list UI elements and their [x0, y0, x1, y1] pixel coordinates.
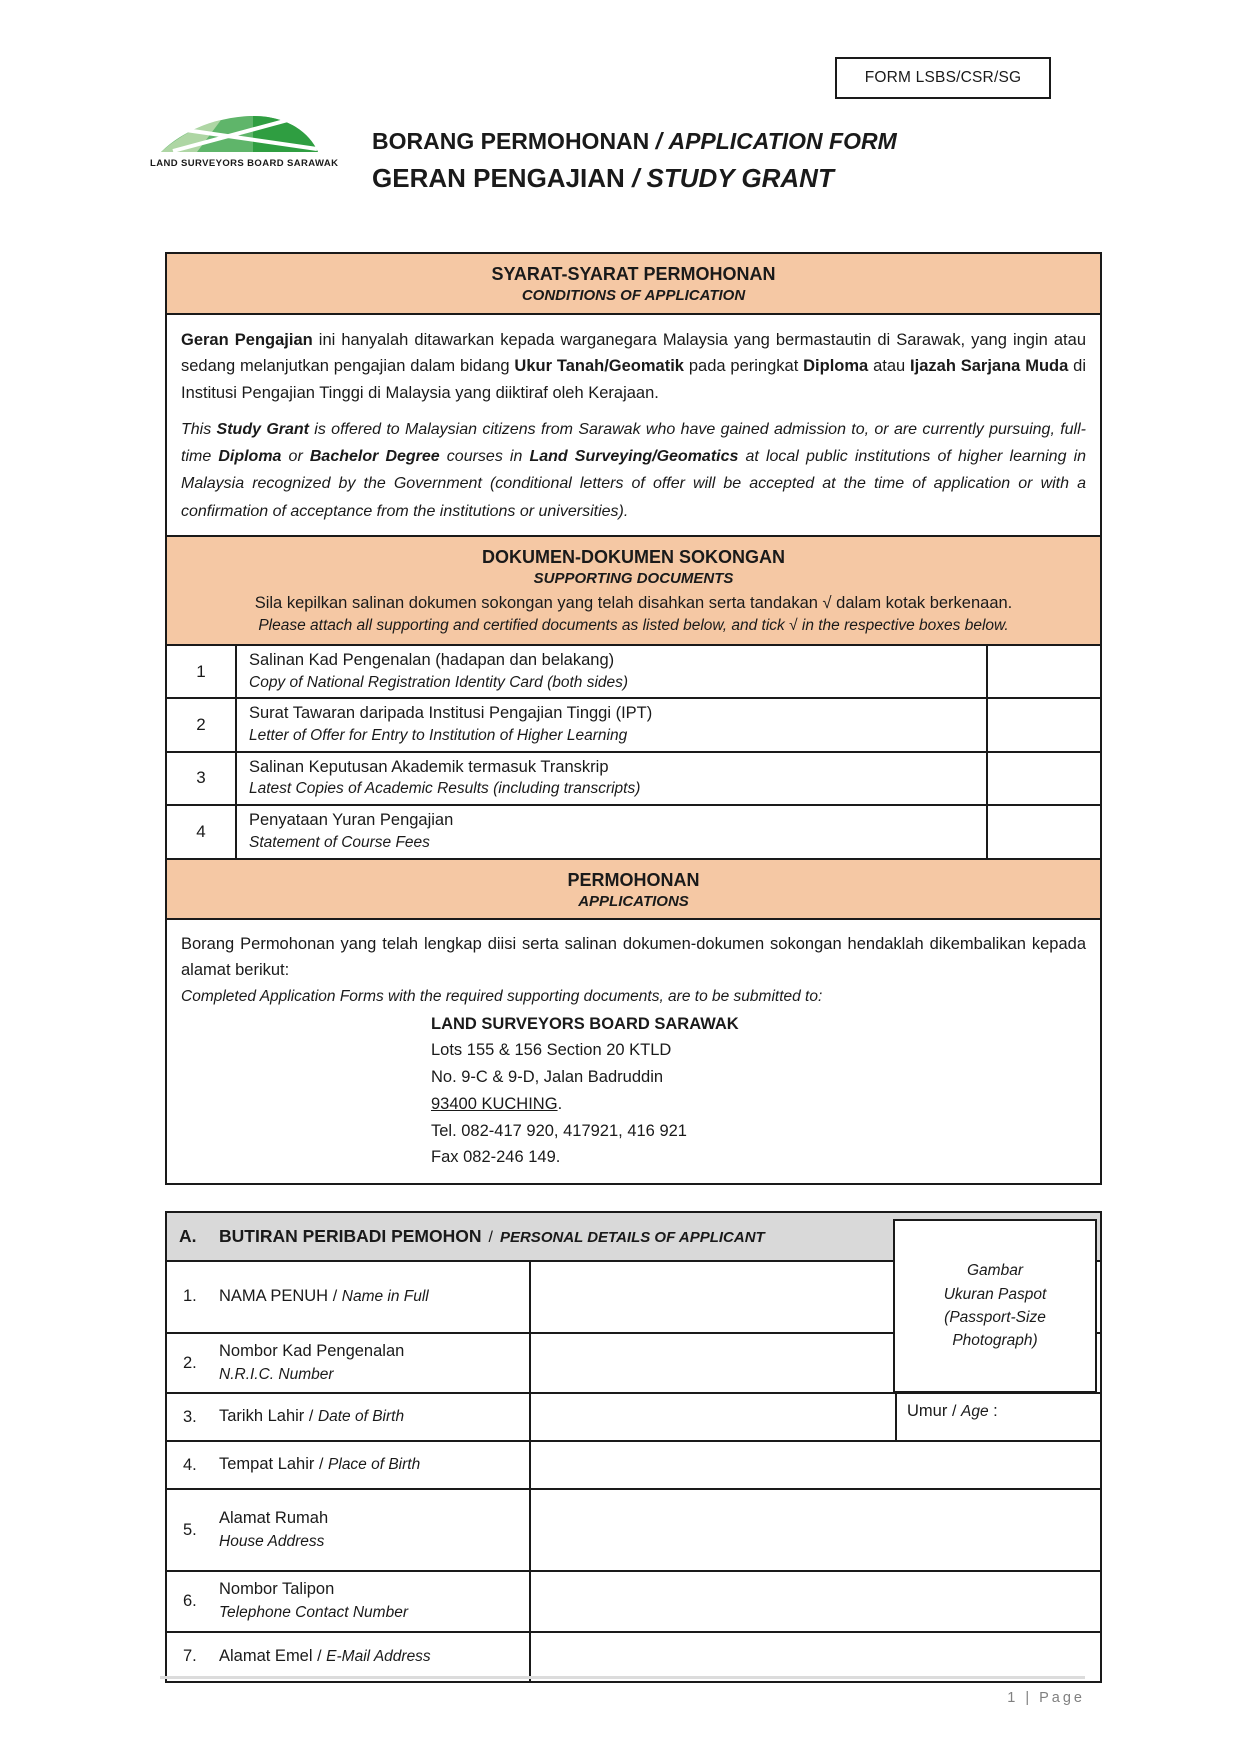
personal-details-table — [165, 1211, 1102, 1683]
field-label: 7. Alamat Emel / E-Mail Address — [183, 1646, 431, 1666]
title2-my: GERAN PENGAJIAN — [372, 163, 625, 193]
document-number: 2 — [167, 699, 237, 750]
section-a-label: A. — [179, 1225, 197, 1246]
document-check-box[interactable] — [986, 646, 1100, 697]
page-number: 1 | Page — [1007, 1690, 1085, 1706]
applications-heading-en: APPLICATIONS — [578, 892, 689, 910]
applications-header — [167, 858, 1100, 921]
field-label: 1. NAMA PENUH / Name in Full — [183, 1287, 429, 1306]
footer-divider — [160, 1676, 1085, 1679]
title1-separator: / — [655, 128, 663, 154]
logo-block — [150, 112, 339, 169]
supporting-documents-header — [167, 535, 1100, 646]
place-of-birth-value-cell[interactable] — [529, 1442, 1100, 1488]
field-label: 3. Tarikh Lahir / Date of Birth — [183, 1407, 405, 1426]
field-row-telephone — [167, 1572, 1100, 1632]
telephone-value-cell[interactable] — [529, 1572, 1100, 1630]
conditions-paragraph-en: This Study Grant is offered to Malaysian citizens from Sarawak who have gained admission to, or are currently pursuing, full-time Diploma or Bachelor Degree courses in Land Surveying/Geomatics at local public institutions of higher learning in Malaysia recognized by the Government (conditional letters of offer will be accepted at the time of application or with a confirmation of acceptance from the institutions or universities). — [181, 420, 1087, 520]
document-row — [167, 806, 1100, 859]
section-a-title-en: PERSONAL DETAILS OF APPLICANT — [499, 1228, 765, 1246]
conditions-heading-en: CONDITIONS OF APPLICATION — [521, 287, 746, 305]
house-address-value-cell[interactable] — [529, 1490, 1100, 1570]
conditions-table — [165, 252, 1102, 1185]
passport-photo-box[interactable]: Gambar Ukuran Paspot (Passport-Size Photograph) — [893, 1219, 1097, 1393]
document-check-box[interactable] — [986, 699, 1100, 750]
conditions-paragraph-my: Geran Pengajian ini hanyalah ditawarkan kepada warganegara Malaysia yang bermastautin di Sarawak, yang ingin atau sedang melanjutkan pengajian dalam bidang Ukur Tanah/Geomatik pada peringkat Diploma atau Ijazah Sarjana Muda di Institusi Pengajian Tinggi di Malaysia yang diiktiraf oleh Kerajaan. — [181, 330, 1086, 402]
field-label: 2. Nombor Kad Pengenalan N.R.I.C. Number — [183, 1341, 405, 1383]
document-row — [167, 699, 1100, 752]
form-title-line2 — [372, 163, 897, 194]
supporting-note-en: Please attach all supporting and certified documents as listed below, and tick √ in the respective boxes below. — [258, 617, 1009, 635]
address-telephone: Tel. 082-417 920, 417921, 416 921 — [431, 1121, 687, 1140]
conditions-heading-my: SYARAT-SYARAT PERMOHONAN — [491, 264, 776, 284]
applications-heading-my: PERMOHONAN — [567, 869, 700, 890]
lsbs-logo-icon — [157, 112, 322, 156]
form-title — [372, 128, 897, 194]
address-line2: No. 9-C & 9-D, Jalan Badruddin — [431, 1068, 664, 1087]
age-label: Umur / Age : — [907, 1402, 998, 1421]
document-number: 4 — [167, 806, 237, 857]
address-org-name: LAND SURVEYORS BOARD SARAWAK — [431, 1014, 739, 1033]
document-description: Penyataan Yuran Pengajian Statement of Course Fees — [249, 811, 454, 851]
email-value-cell[interactable] — [529, 1633, 1100, 1681]
title2-separator: / — [632, 163, 640, 193]
field-label: 5. Alamat Rumah House Address — [183, 1509, 329, 1551]
title2-en: STUDY GRANT — [646, 163, 834, 193]
field-row-date-of-birth — [167, 1394, 1100, 1442]
title1-my: BORANG PERMOHONAN — [372, 128, 650, 154]
applications-text-en: Completed Application Forms with the required supporting documents, are to be submitted to: — [181, 988, 823, 1006]
form-title-line1 — [372, 128, 897, 155]
document-description: Salinan Kad Pengenalan (hadapan dan belakang) Copy of National Registration Identity Card (both sides) — [249, 651, 629, 691]
applications-body — [167, 920, 1100, 1183]
document-description: Salinan Keputusan Akademik termasuk Transkrip Latest Copies of Academic Results (including transcripts) — [249, 757, 641, 798]
form-code-label: FORM LSBS/CSR/SG — [864, 69, 1022, 86]
logo-caption: LAND SURVEYORS BOARD SARAWAK — [150, 158, 339, 169]
document-number: 1 — [167, 646, 237, 697]
supporting-note-my: Sila kepilkan salinan dokumen sokongan yang telah disahkan serta tandakan √ dalam kotak berkenaan. — [254, 593, 1013, 612]
age-value-cell[interactable] — [895, 1394, 1100, 1440]
supporting-heading-my: DOKUMEN-DOKUMEN SOKONGAN — [482, 546, 785, 567]
address-city: 93400 KUCHING — [431, 1094, 558, 1113]
document-check-box[interactable] — [986, 806, 1100, 857]
field-row-place-of-birth — [167, 1442, 1100, 1490]
address-fax: Fax 082-246 149. — [431, 1148, 561, 1167]
title1-en: APPLICATION FORM — [668, 128, 897, 154]
field-label: 6. Nombor Talipon Telephone Contact Number — [183, 1580, 408, 1622]
document-row — [167, 753, 1100, 806]
address-line1: Lots 155 & 156 Section 20 KTLD — [431, 1041, 672, 1060]
field-label: 4. Tempat Lahir / Place of Birth — [183, 1455, 421, 1474]
field-row-email — [167, 1633, 1100, 1681]
document-number: 3 — [167, 753, 237, 804]
field-row-house-address — [167, 1490, 1100, 1572]
supporting-heading-en: SUPPORTING DOCUMENTS — [533, 570, 734, 588]
section-a-separator: / — [488, 1228, 493, 1246]
address-city-line: 93400 KUCHING. — [431, 1094, 563, 1113]
submission-address — [431, 1011, 1086, 1171]
section-a-title-my: BUTIRAN PERIBADI PEMOHON — [219, 1225, 482, 1246]
document-description: Surat Tawaran daripada Institusi Pengajian Tinggi (IPT) Letter of Offer for Entry to Institution of Higher Learning — [249, 704, 653, 744]
date-of-birth-value-cell[interactable] — [529, 1394, 895, 1440]
conditions-header — [167, 254, 1100, 315]
conditions-body — [167, 315, 1100, 537]
applications-text-my: Borang Permohonan yang telah lengkap diisi serta salinan dokumen-dokumen sokongan hendaklah dikembalikan kepada alamat berikut: — [181, 935, 1086, 979]
document-row — [167, 646, 1100, 699]
document-check-box[interactable] — [986, 753, 1100, 804]
form-code-box — [835, 57, 1051, 99]
form-body — [165, 252, 1102, 1683]
